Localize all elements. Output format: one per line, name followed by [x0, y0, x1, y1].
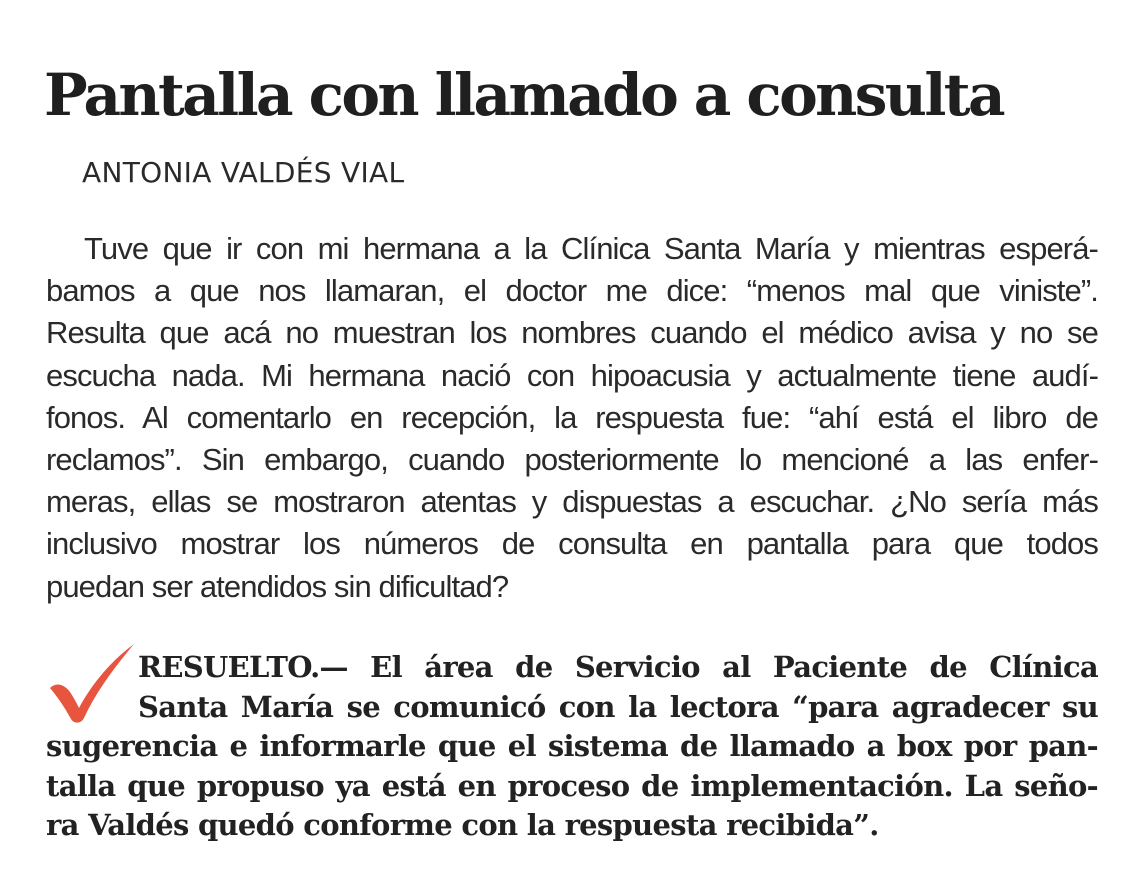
letter-line: escucha nada. Mi hermana nació con hipoacusia y actualmente tiene audí-: [46, 357, 1098, 393]
resolution-paragraph: [46, 648, 1098, 846]
letter-line: inclusivo mostrar los números de consulta en pantalla para que todos: [46, 526, 1098, 562]
letter-body: [46, 228, 1098, 608]
letter-line: Tuve que ir con mi hermana a la Clínica Santa María y mientras esperá-: [84, 231, 1098, 266]
letter-line: fonos. Al comentarlo en recepción, la respuesta fue: “ahí está el libro de: [46, 399, 1098, 435]
resolution-line: RESUELTO.— El área de Servicio al Paciente de Clínica: [138, 650, 1098, 684]
resolution-line: sugerencia e informarle que el sistema de llamado a box por pan-: [46, 729, 1098, 764]
resolution-line: ra Valdés quedó conforme con la respuesta recibida”.: [46, 808, 879, 843]
letter-line: Resulta que acá no muestran los nombres cuando el médico avisa y no se: [46, 315, 1098, 351]
letter-line: bamos a que nos llamaran, el doctor me dice: “menos mal que viniste”.: [46, 273, 1098, 309]
letter-line: reclamos”. Sin embargo, cuando posteriormente lo mencioné a las enfer-: [46, 442, 1098, 478]
letter-line: puedan ser atendidos sin dificultad?: [46, 568, 509, 604]
resolution-line: Santa María se comunicó con la lectora “para agradecer su: [138, 689, 1098, 724]
headline: Pantalla con llamado a consulta: [44, 61, 1003, 129]
resolution-line: talla que propuso ya está en proceso de implementación. La seño-: [46, 768, 1098, 803]
author-byline: ANTONIA VALDÉS VIAL: [82, 156, 405, 189]
letter-line: meras, ellas se mostraron atentas y dispuestas a escuchar. ¿No sería más: [46, 484, 1098, 520]
